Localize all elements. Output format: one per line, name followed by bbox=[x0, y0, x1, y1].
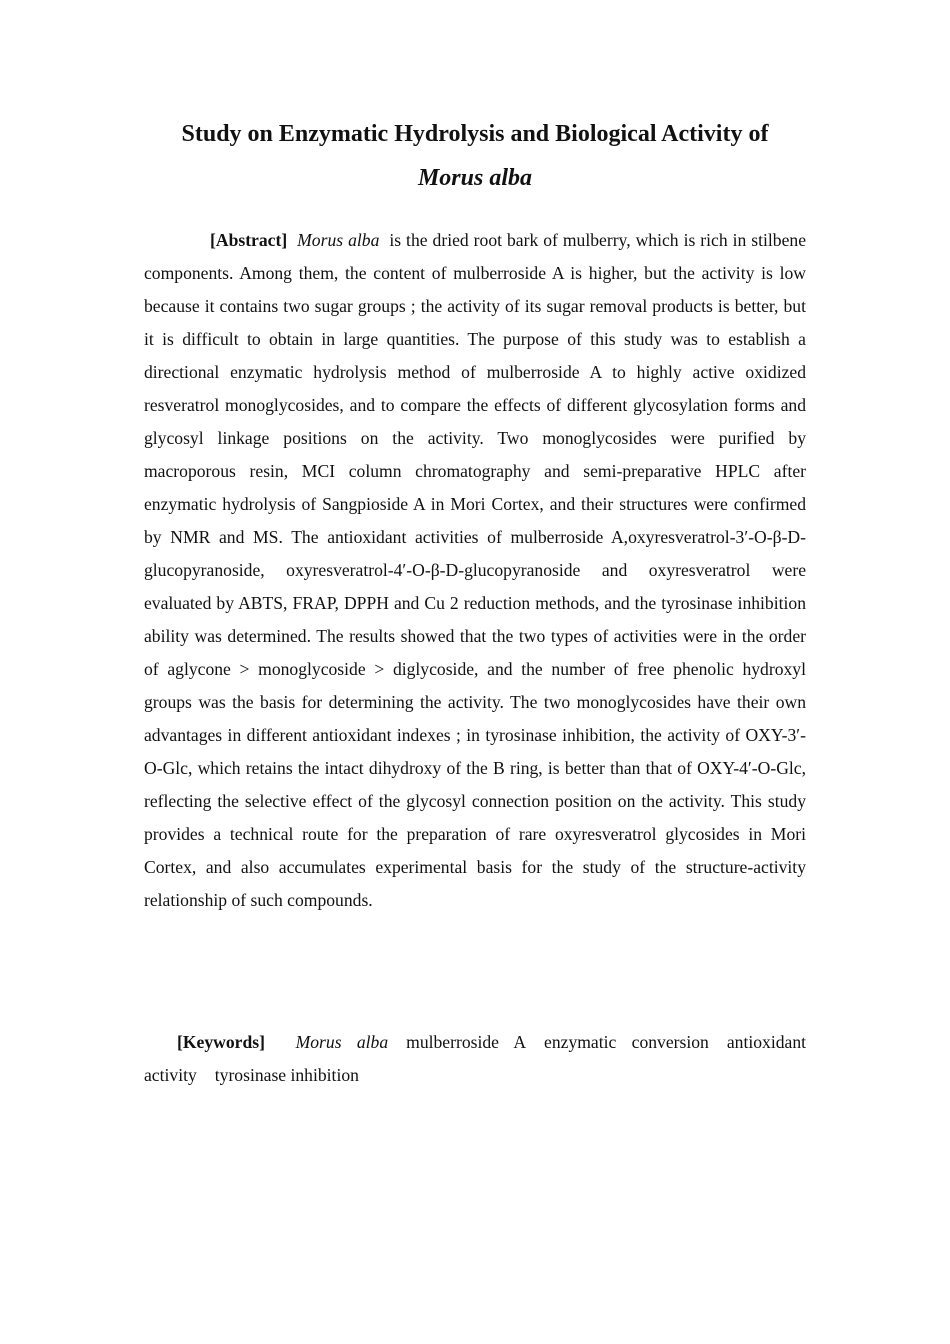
title-line-1: Study on Enzymatic Hydrolysis and Biological Activity of bbox=[181, 121, 769, 147]
abstract-text: is the dried root bark of mulberry, which is rich in stilbene components. Among them, the content of mulberroside A is higher, but the activity is low because it contains two sugar groups ; the activity of its sugar removal products is better, but it is difficult to obtain in large quantities. The purpose of this study was to establish a directional enzymatic hydrolysis method of mulberroside A to highly active oxidized resveratrol monoglycosides, and to compare the effects of different glycosylation forms and glycosyl linkage positions on the activity. Two monoglycosides were purified by macroporous resin, MCI column chromatography and semi-preparative HPLC after enzymatic hydrolysis of Sangpioside A in Mori Cortex, and their structures were confirmed by NMR and MS. The antioxidant activities of mulberroside A,oxyresveratrol-3′-O-β-D-glucopyranoside, oxyresveratrol-4′-O-β-D-glucopyranoside and oxyresveratrol were evaluated by ABTS, FRAP, DPPH and Cu 2 reduction methods, and the tyrosinase inhibition ability was determined. The results showed that the two types of activities were in the order of aglycone > monoglycoside > diglycoside, and the number of free phenolic hydroxyl groups was the basis for determining the activity. The two monoglycosides have their own advantages in different antioxidant indexes ; in tyrosinase inhibition, the activity of OXY-3′-O-Glc, which retains the intact dihydroxy of the B ring, is better than that of OXY-4′-O-Glc, reflecting the selective effect of the glycosyl connection position on the activity. This study provides a technical route for the preparation of rare oxyresveratrol glycosides in Mori Cortex, and also accumulates experimental basis for the study of the structure-activity relationship of such compounds. bbox=[144, 230, 807, 910]
abstract-paragraph bbox=[144, 224, 806, 917]
page-title bbox=[144, 112, 806, 200]
keyword-item: antioxidant activity bbox=[144, 1032, 806, 1085]
keyword-item: mulberroside A bbox=[406, 1032, 527, 1052]
keyword-item: Morus alba bbox=[295, 1032, 389, 1052]
keywords-paragraph bbox=[144, 1026, 806, 1092]
title-line-2: Morus alba bbox=[417, 165, 533, 191]
keyword-item: tyrosinase inhibition bbox=[214, 1065, 359, 1085]
abstract-label: [Abstract] bbox=[210, 230, 288, 250]
abstract-lead-species: Morus alba bbox=[297, 230, 380, 250]
keyword-item: enzymatic conversion bbox=[544, 1032, 709, 1052]
keywords-label: [Keywords] bbox=[177, 1032, 265, 1052]
